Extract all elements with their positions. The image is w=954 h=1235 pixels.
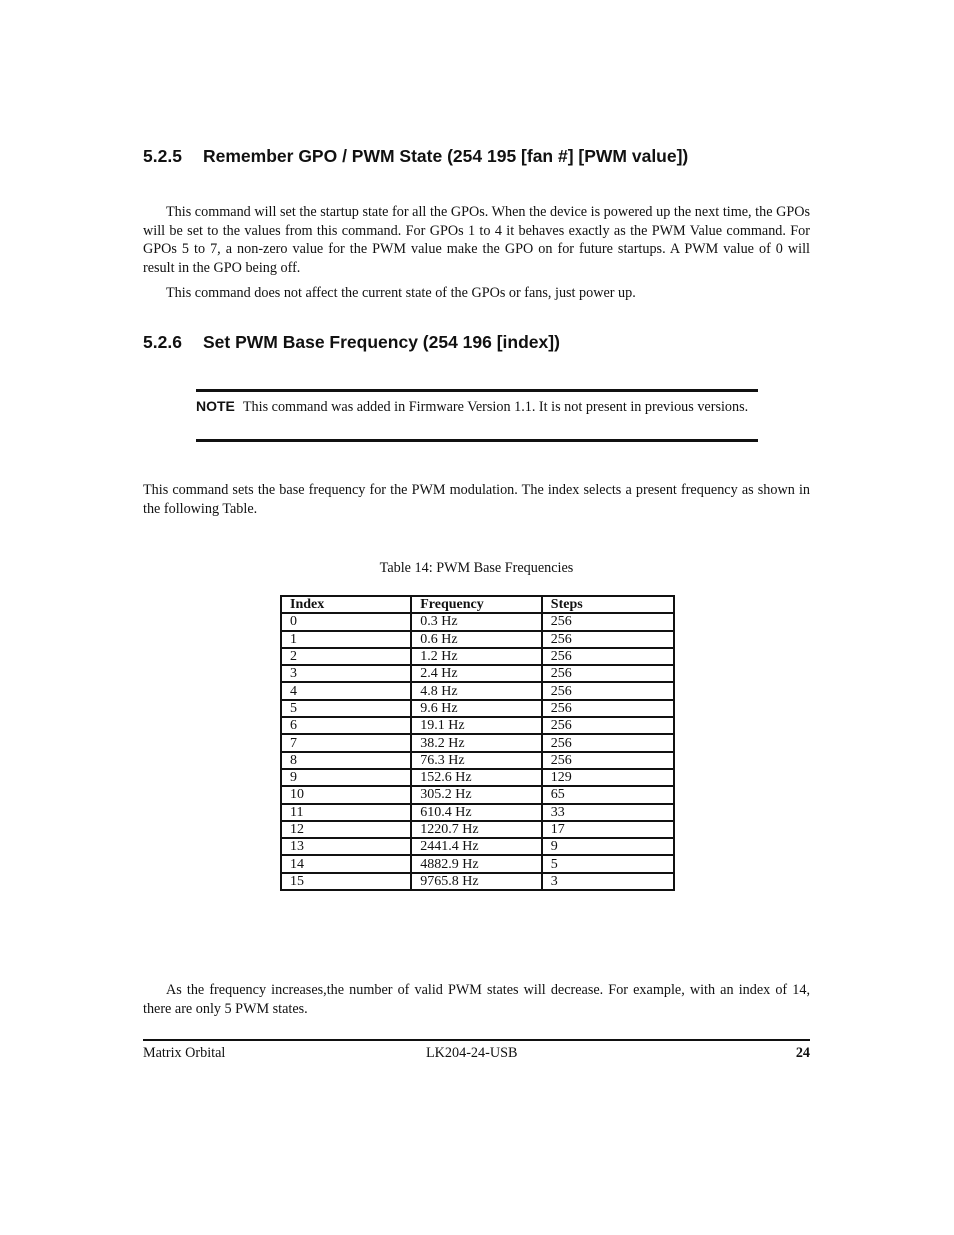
paragraph-power-up: This command does not affect the current state of the GPOs or fans, just power up.	[166, 285, 636, 301]
cell-index: 4	[281, 682, 411, 699]
cell-index: 10	[281, 786, 411, 803]
cell-frequency: 152.6 Hz	[411, 769, 542, 786]
cell-frequency: 2441.4 Hz	[411, 838, 542, 855]
table-row	[281, 873, 674, 890]
section-number: 5.2.5	[143, 146, 182, 166]
cell-frequency: 4882.9 Hz	[411, 855, 542, 872]
table-row	[281, 786, 674, 803]
cell-steps: 256	[542, 648, 674, 665]
note-bottom-rule	[196, 439, 758, 442]
note-box	[196, 397, 758, 418]
cell-frequency: 305.2 Hz	[411, 786, 542, 803]
cell-index: 9	[281, 769, 411, 786]
header-steps: Steps	[542, 596, 674, 613]
table-row	[281, 769, 674, 786]
cell-frequency: 76.3 Hz	[411, 752, 542, 769]
cell-index: 2	[281, 648, 411, 665]
pwm-frequency-table	[280, 595, 675, 891]
paragraph-gpo-startup: This command will set the startup state for all the GPOs. When the device is powered up the next time, the GPOs will be set to the values from this command. For GPOs 1 to 4 it behaves exactly as the PWM Value command. For GPOs 5 to 7, a non-zero value for the PWM value make the GPO on for future startups. A PWM value of 0 will result in the GPO being off.	[143, 204, 810, 276]
page-number: 24	[795, 1045, 810, 1061]
paragraph-base-frequency: This command sets the base frequency for the PWM modulation. The index selects a present frequency as shown in the following Table.	[143, 482, 810, 517]
cell-index: 15	[281, 873, 411, 890]
table-row	[281, 734, 674, 751]
cell-index: 11	[281, 804, 411, 821]
cell-steps: 256	[542, 631, 674, 648]
table-row	[281, 838, 674, 855]
section-heading-5-2-6	[143, 332, 560, 353]
cell-index: 3	[281, 665, 411, 682]
cell-index: 6	[281, 717, 411, 734]
cell-frequency: 1.2 Hz	[411, 648, 542, 665]
cell-frequency: 610.4 Hz	[411, 804, 542, 821]
table-row	[281, 631, 674, 648]
table-caption: Table 14: PWM Base Frequencies	[379, 560, 574, 576]
section-title: Remember GPO / PWM State (254 195 [fan #] [PWM value])	[203, 146, 689, 166]
table-row	[281, 648, 674, 665]
cell-frequency: 38.2 Hz	[411, 734, 542, 751]
cell-frequency: 19.1 Hz	[411, 717, 542, 734]
header-index: Index	[281, 596, 411, 613]
cell-steps: 5	[542, 855, 674, 872]
note-label: NOTE	[196, 398, 235, 414]
cell-steps: 65	[542, 786, 674, 803]
footer-left: Matrix Orbital	[143, 1045, 226, 1061]
cell-steps: 256	[542, 734, 674, 751]
table-row	[281, 682, 674, 699]
section-number: 5.2.6	[143, 332, 182, 352]
cell-steps: 256	[542, 700, 674, 717]
cell-frequency: 1220.7 Hz	[411, 821, 542, 838]
cell-index: 8	[281, 752, 411, 769]
cell-steps: 33	[542, 804, 674, 821]
cell-frequency: 9765.8 Hz	[411, 873, 542, 890]
cell-frequency: 2.4 Hz	[411, 665, 542, 682]
table-row	[281, 717, 674, 734]
cell-index: 12	[281, 821, 411, 838]
cell-index: 1	[281, 631, 411, 648]
note-text: This command was added in Firmware Version 1.1. It is not present in previous versions.	[242, 399, 749, 415]
table-header-row	[281, 596, 674, 613]
header-frequency: Frequency	[411, 596, 542, 613]
cell-steps: 3	[542, 873, 674, 890]
cell-index: 5	[281, 700, 411, 717]
cell-frequency: 9.6 Hz	[411, 700, 542, 717]
cell-steps: 256	[542, 613, 674, 630]
table-row	[281, 665, 674, 682]
cell-steps: 17	[542, 821, 674, 838]
cell-steps: 256	[542, 752, 674, 769]
cell-steps: 256	[542, 717, 674, 734]
cell-frequency: 0.6 Hz	[411, 631, 542, 648]
cell-steps: 256	[542, 665, 674, 682]
table-row	[281, 804, 674, 821]
footer-rule	[143, 1039, 810, 1041]
cell-index: 14	[281, 855, 411, 872]
cell-steps: 129	[542, 769, 674, 786]
cell-index: 0	[281, 613, 411, 630]
cell-frequency: 4.8 Hz	[411, 682, 542, 699]
cell-index: 7	[281, 734, 411, 751]
cell-frequency: 0.3 Hz	[411, 613, 542, 630]
cell-steps: 9	[542, 838, 674, 855]
cell-index: 13	[281, 838, 411, 855]
footer-center: LK204-24-USB	[426, 1045, 518, 1061]
table-row	[281, 821, 674, 838]
cell-steps: 256	[542, 682, 674, 699]
table-row	[281, 855, 674, 872]
table-row	[281, 613, 674, 630]
note-top-rule	[196, 389, 758, 392]
paragraph-valid-states: As the frequency increases,the number of valid PWM states will decrease. For example, with an index of 14, there are only 5 PWM states.	[143, 982, 810, 1017]
table-row	[281, 700, 674, 717]
section-heading-5-2-5	[143, 146, 688, 167]
table-row	[281, 752, 674, 769]
section-title: Set PWM Base Frequency (254 196 [index])	[203, 332, 560, 352]
